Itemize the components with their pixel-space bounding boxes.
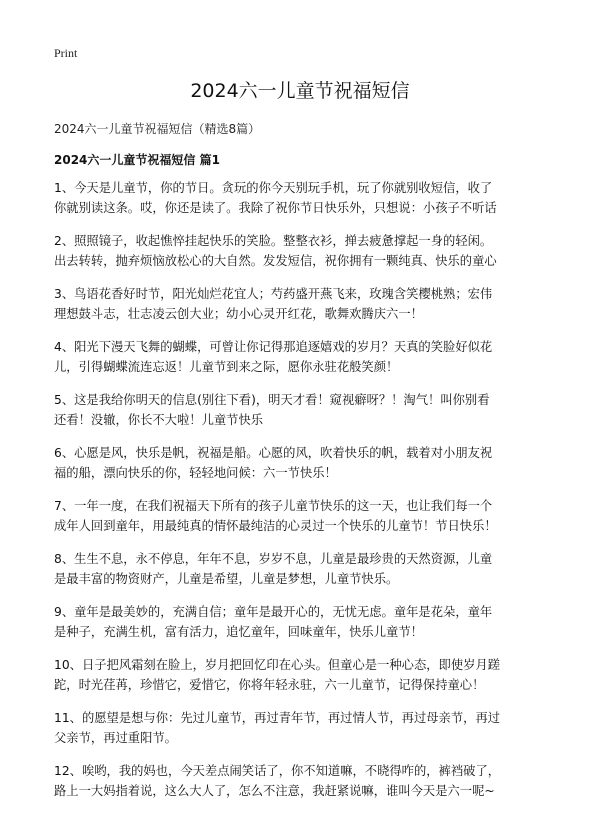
paragraph-12 bbox=[54, 761, 554, 801]
paragraph-line: 9、童年是最美妙的，充满自信；童年是最开心的，无忧无虑。童年是花朵，童年 bbox=[54, 605, 493, 619]
paragraph-line: 成年人回到童年，用最纯真的情怀最纯洁的心灵过一个快乐的儿童节！节日快乐！ bbox=[54, 519, 497, 533]
paragraph-line: 3、鸟语花香好时节，阳光灿烂花宜人；芍药盛开燕飞来，玫瑰含笑樱桃熟；宏伟 bbox=[54, 287, 493, 301]
paragraph-line: 还看！没辙，你长不大啦！儿童节快乐 bbox=[54, 413, 264, 427]
paragraph-line: 你就别读这条。哎，你还是读了。我除了祝你节日快乐外，只想说：小孩子不听话 bbox=[54, 201, 497, 215]
paragraph-line: 4、阳光下漫天飞舞的蝴蝶，可曾让你记得那追逐嬉戏的岁月？天真的笑脸好似花 bbox=[54, 340, 493, 354]
paragraph-line: 出去转转，抛弃烦恼放松心的大自然。发发短信，祝你拥有一颗纯真、快乐的童心 bbox=[54, 254, 497, 268]
paragraph-line: 8、生生不息，永不停息，年年不息，岁岁不息，儿童是最珍贵的天然资源，儿童 bbox=[54, 552, 493, 566]
paragraph-line: 福的船，漂向快乐的你，轻轻地问候：六一节快乐！ bbox=[54, 466, 337, 480]
page-title: 2024六一儿童节祝福短信 bbox=[190, 80, 410, 102]
paragraph-line: 是种子，充满生机，富有活力，追忆童年，回味童年，快乐儿童节！ bbox=[54, 625, 423, 639]
paragraph-9 bbox=[54, 602, 554, 642]
paragraph-8 bbox=[54, 549, 554, 589]
document-subtitle: 2024六一儿童节祝福短信（精选8篇） bbox=[54, 122, 261, 136]
paragraph-line: 跎，时光荏苒，珍惜它，爱惜它，你将年轻永驻，六一儿童节，记得保持童心！ bbox=[54, 678, 485, 692]
paragraph-line: 7、一年一度，在我们祝福天下所有的孩子儿童节快乐的这一天，也让我们每一个 bbox=[54, 499, 493, 513]
paragraph-list bbox=[54, 178, 554, 814]
paragraph-7 bbox=[54, 496, 554, 536]
paragraph-1 bbox=[54, 178, 554, 218]
paragraph-line: 12、唉哟，我的妈也，今天差点闹笑话了，你不知道嘛，不晓得咋的，裤裆破了， bbox=[54, 764, 501, 778]
paragraph-line: 是最丰富的物资财产，儿童是希望，儿童是梦想，儿童节快乐。 bbox=[54, 572, 399, 586]
paragraph-6 bbox=[54, 443, 554, 483]
paragraph-line: 路上一大妈指着说，这么大人了，怎么不注意，我赶紧说嘛，谁叫今天是六一呢~ bbox=[54, 784, 495, 798]
paragraph-line: 理想鼓斗志，壮志凌云创大业；幼小心灵开红花，歌舞欢腾庆六一！ bbox=[54, 307, 423, 321]
paragraph-line: 儿，引得蝴蝶流连忘返！儿童节到来之际，愿你永驻花般笑颜！ bbox=[54, 360, 399, 374]
paragraph-10 bbox=[54, 655, 554, 695]
paragraph-line: 2、照照镜子，收起憔悴挂起快乐的笑脸。整整衣衫，掸去疲惫撑起一身的轻闲。 bbox=[54, 234, 493, 248]
paragraph-line: 11、的愿望是想与你：先过儿童节，再过青年节，再过情人节，再过母亲节，再过 bbox=[54, 711, 501, 725]
paragraph-line: 10、日子把风霜刻在脸上，岁月把回忆印在心头。但童心是一种心态，即使岁月蹉 bbox=[54, 658, 501, 672]
paragraph-line: 5、这是我给你明天的信息(别往下看)，明天才看！窥视癖呀？！淘气！叫你别看 bbox=[54, 393, 490, 407]
paragraph-3 bbox=[54, 284, 554, 324]
paragraph-line: 6、心愿是风，快乐是帆，祝福是船。心愿的风，吹着快乐的帆，载着对小朋友祝 bbox=[54, 446, 493, 460]
paragraph-line: 父亲节，再过重阳节。 bbox=[54, 731, 177, 745]
paragraph-4 bbox=[54, 337, 554, 377]
print-link[interactable]: Print bbox=[54, 46, 78, 60]
paragraph-5 bbox=[54, 390, 554, 430]
paragraph-line: 1、今天是儿童节，你的节日。贪玩的你今天别玩手机，玩了你就别收短信，收了 bbox=[54, 181, 493, 195]
section-heading: 2024六一儿童节祝福短信 篇1 bbox=[54, 153, 220, 167]
paragraph-2 bbox=[54, 231, 554, 271]
paragraph-11 bbox=[54, 708, 554, 748]
